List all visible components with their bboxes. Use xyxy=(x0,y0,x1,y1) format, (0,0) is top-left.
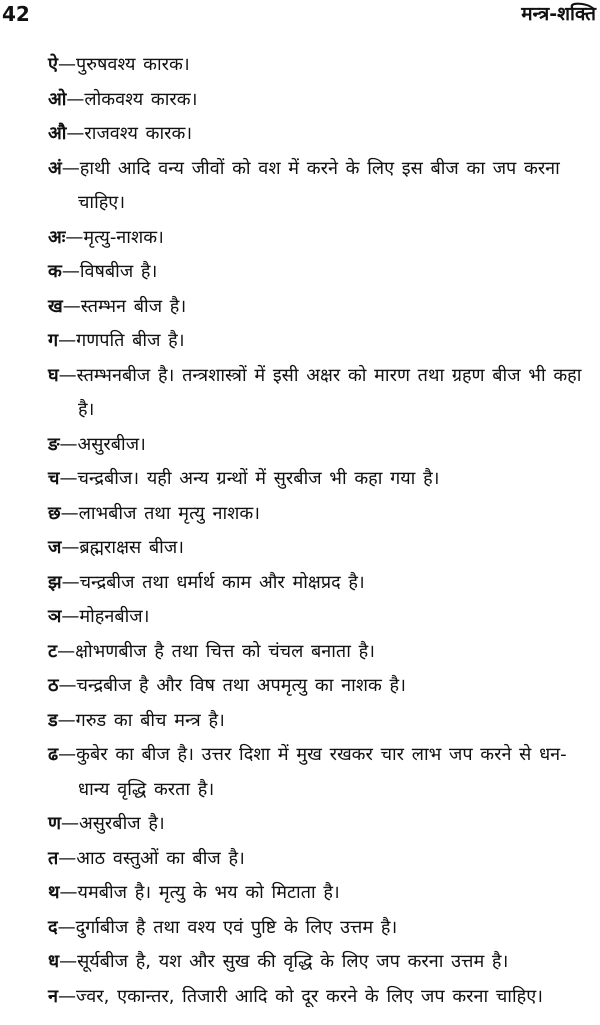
entry-letter: न xyxy=(48,985,58,1007)
entry-letter: ञ xyxy=(48,606,62,627)
entry-letter: द xyxy=(48,916,58,938)
list-item xyxy=(48,600,596,635)
list-item xyxy=(48,462,596,497)
page-header xyxy=(0,0,600,36)
entry-text: —कुबेर का बीज है। उत्तर दिशा में मुख रखकर चार लाभ जप करने से धन-धान्य वृद्धि करता है। xyxy=(58,744,567,800)
entry-text: —चन्द्रबीज। यही अन्य ग्रन्थों में सुरबीज भी कहा गया है। xyxy=(59,468,440,489)
entry-text: —गणपति बीज है। xyxy=(58,330,185,351)
entry-letter: ऐ xyxy=(48,54,58,75)
list-item xyxy=(48,911,596,946)
entry-text: —मोहनबीज। xyxy=(61,606,150,627)
entry-text: —चन्द्रबीज है और विष तथा अपमृत्यु का नाशक है। xyxy=(58,675,406,696)
entry-text: —लोकवश्य कारक। xyxy=(66,88,198,110)
entry-letter: थ xyxy=(48,882,60,903)
entry-letter: क xyxy=(48,261,62,282)
entry-letter: ढ xyxy=(48,744,59,765)
entry-text: —विषबीज है। xyxy=(61,261,158,282)
entry-text: —आठ वस्तुओं का बीज है। xyxy=(58,847,245,869)
entry-letter: घ xyxy=(48,364,59,386)
entry-text: —पुरुषवश्य कारक। xyxy=(57,54,190,75)
entry-text: —असुरबीज। xyxy=(59,433,146,455)
entry-letter: झ xyxy=(48,571,62,593)
entry-text: —लाभबीज तथा मृत्यु नाशक। xyxy=(60,502,260,524)
entry-letter: ग xyxy=(48,330,59,351)
entry-letter: ठ xyxy=(48,675,59,696)
entry-letter: ख xyxy=(48,295,63,317)
list-item xyxy=(48,117,596,152)
list-item xyxy=(48,255,596,290)
entry-text: —ज्वर, एकान्तर, तिजारी आदि को दूर करने के लिए जप करना चाहिए। xyxy=(58,985,543,1007)
bija-mantra-list xyxy=(48,48,596,1014)
entry-text: —राजवश्य कारक। xyxy=(66,123,193,144)
entry-letter: ण xyxy=(48,813,62,834)
list-item xyxy=(48,807,596,842)
page-number: 42 xyxy=(2,2,30,26)
entry-text: —मृत्यु-नाशक। xyxy=(65,226,164,248)
list-item xyxy=(48,980,596,1015)
entry-text: —हाथी आदि वन्य जीवों को वश में करने के लिए इस बीज का जप करना चाहिए। xyxy=(61,157,560,213)
entry-letter: ध xyxy=(48,951,60,972)
list-item xyxy=(48,290,596,325)
entry-text: —स्तम्भनबीज है। तन्त्रशास्त्रों में इसी अक्षर को मारण तथा ग्रहण बीज भी कहा है। xyxy=(58,364,582,420)
list-item xyxy=(48,704,596,739)
list-item xyxy=(48,876,596,911)
entry-letter: छ xyxy=(48,502,61,524)
list-item xyxy=(48,842,596,877)
list-item xyxy=(48,635,596,670)
list-item xyxy=(48,48,596,83)
entry-text: —गरुड का बीच मन्त्र है। xyxy=(57,709,225,731)
list-item xyxy=(48,945,596,980)
entry-letter: अं xyxy=(48,157,62,179)
entry-letter: औ xyxy=(48,123,67,144)
entry-text: —दुर्गाबीज है तथा वश्य एवं पुष्टि के लिए उत्तम है। xyxy=(57,916,398,938)
entry-letter: ट xyxy=(48,640,58,662)
list-item xyxy=(48,221,596,256)
list-item xyxy=(48,428,596,463)
running-title: मन्त्र-शक्ति xyxy=(521,3,596,25)
list-item xyxy=(48,497,596,532)
list-item xyxy=(48,83,596,118)
list-item xyxy=(48,152,596,221)
list-item xyxy=(48,566,596,601)
list-item xyxy=(48,324,596,359)
entry-letter: ज xyxy=(48,537,62,558)
entry-text: —असुरबीज है। xyxy=(61,813,165,834)
entry-letter: ड xyxy=(48,709,58,731)
entry-text: —ब्रह्मराक्षस बीज। xyxy=(61,537,184,558)
entry-letter: ङ xyxy=(48,433,60,455)
entry-text: —यमबीज है। मृत्यु के भय को मिटाता है। xyxy=(59,882,340,903)
entry-text: —स्तम्भन बीज है। xyxy=(62,295,187,317)
entry-text: —सूर्यबीज है, यश और सुख की वृद्धि के लिए जप करना उत्तम है। xyxy=(59,951,509,972)
entry-letter: अः xyxy=(48,226,66,248)
entry-letter: च xyxy=(48,468,60,489)
entry-letter: ओ xyxy=(48,88,67,110)
entry-letter: त xyxy=(48,847,59,869)
entry-text: —चन्द्रबीज तथा धर्मार्थ काम और मोक्षप्रद है। xyxy=(61,571,365,593)
list-item xyxy=(48,738,596,807)
list-item xyxy=(48,669,596,704)
entry-text: —क्षोभणबीज है तथा चित्त को चंचल बनाता है। xyxy=(57,640,375,662)
list-item xyxy=(48,531,596,566)
list-item xyxy=(48,359,596,428)
